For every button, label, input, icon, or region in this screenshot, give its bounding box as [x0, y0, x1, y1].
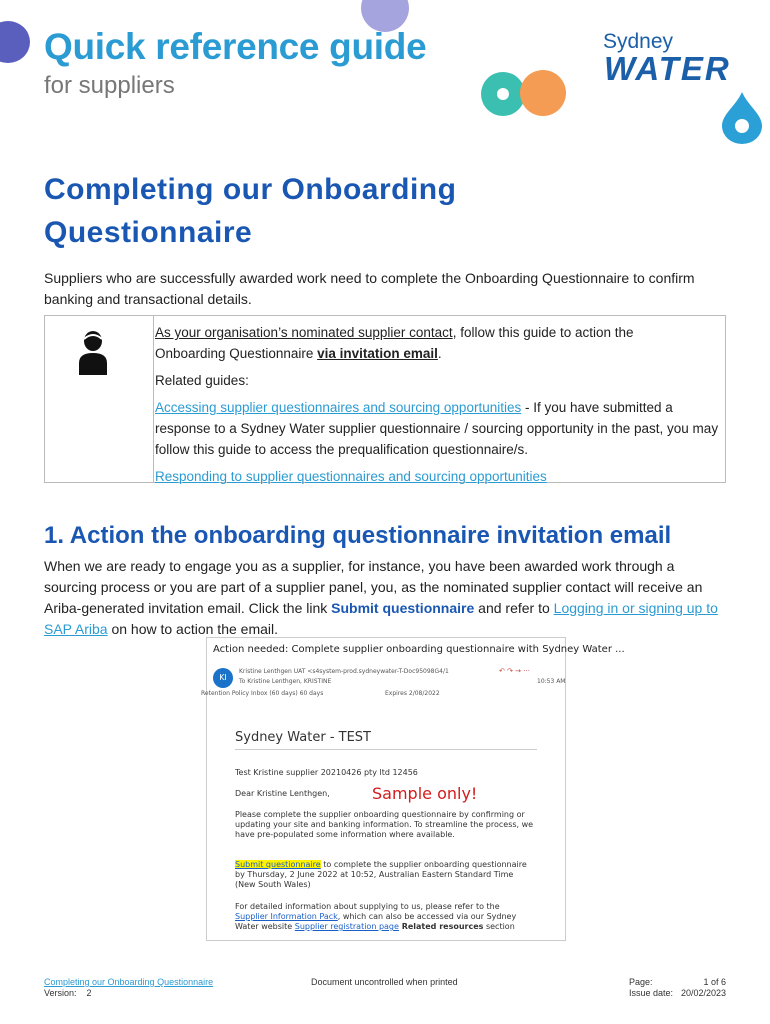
footer-left	[44, 977, 213, 999]
email-to: To Kristine Lenthgen, KRISTINE	[239, 678, 332, 685]
nominated-contact-text: As your organisation’s nominated supplier contact	[155, 325, 453, 340]
intro-paragraph: Suppliers who are successfully awarded work need to complete the Onboarding Questionnaire to confirm banking and transactional details.	[44, 270, 695, 307]
page-title: Quick reference guide	[44, 26, 427, 67]
info-box-divider	[153, 316, 154, 482]
email-retention: Retention Policy Inbox (60 days) 60 days	[201, 690, 324, 697]
related-guide-2	[155, 466, 719, 487]
footer-doc-link[interactable]: Completing our Onboarding Questionnaire	[44, 977, 214, 987]
email-para-2: Submit questionnaire to complete the supplier onboarding questionnaire by Thursday, 2 June 2022 at 10:52, Australian Eastern Standard Time (New South Wales)	[235, 860, 527, 889]
supplier-information-pack-link[interactable]: Supplier Information Pack	[235, 912, 338, 921]
main-heading-line2: Questionnaire	[44, 216, 253, 249]
main-heading-line1: Completing our Onboarding	[44, 173, 457, 206]
link-logging-in-sap-ariba[interactable]: Logging in or signing up to SAP Ariba	[44, 600, 718, 637]
related-guide-1: Accessing supplier questionnaires and sourcing opportunities - If you have submitted a response to a Sydney Water supplier questionnaire / sourcing opportunity in the past, you may follow this guide to access the prequalification questionnaire/s.	[155, 400, 719, 457]
link-accessing-questionnaires[interactable]: Accessing supplier questionnaires and sourcing opportunities	[155, 400, 522, 415]
submit-questionnaire-bold: Submit questionnaire	[331, 600, 475, 616]
footer-version: Version: 2	[44, 988, 92, 998]
email-screenshot	[201, 637, 625, 941]
email-from: Kristine Lenthgen UAT <s4system-prod.sydneywater-T-Doc95098G4/1	[239, 668, 449, 675]
decor-circle-purple	[0, 21, 30, 63]
avatar: KI	[213, 668, 233, 688]
footer-right	[629, 977, 726, 999]
section-1-paragraph: When we are ready to engage you as a supplier, for instance, you have been awarded work through a sourcing process or you are part of a supplier panel, you, as the nominated supplier contact will receive an Ariba-generated invitation email. Click the link Submit questionnaire and refer to Logging in or signing up to SAP Ariba on how to action the email.	[44, 558, 718, 637]
supplier-registration-page-link[interactable]: Supplier registration page	[294, 922, 399, 931]
person-icon	[77, 329, 109, 375]
link-responding-questionnaires[interactable]: Responding to supplier questionnaires and sourcing opportunities	[155, 469, 547, 484]
footer-issue-date: Issue date: 20/02/2023	[629, 988, 726, 998]
decor-circle-orange	[520, 70, 566, 116]
email-para-3: For detailed information about supplying to us, please refer to the Supplier Information Pack, which can also be accessed via our Sydney Water website Supplier registration page Related resources section	[235, 902, 517, 931]
info-box-intro: As your organisation’s nominated supplier contact, follow this guide to action the Onboarding Questionnaire via invitation email.	[155, 325, 634, 361]
main-heading	[44, 168, 644, 254]
email-greeting: Dear Kristine Lenthgen,	[235, 789, 330, 798]
footer-center: Document uncontrolled when printed	[311, 977, 458, 987]
page-subtitle: for suppliers	[44, 72, 175, 99]
section-1-heading: 1. Action the onboarding questionnaire invitation email	[44, 522, 672, 549]
logo-text-water: WATER	[604, 50, 731, 87]
sample-only-label: Sample only!	[372, 784, 478, 803]
email-time: 10:53 AM	[537, 678, 566, 685]
reply-icon[interactable]: ↶ ↷ → ···	[499, 667, 530, 675]
email-expires: Expires 2/08/2022	[385, 690, 440, 697]
email-supplier-line: Test Kristine supplier 20210426 pty ltd 12456	[235, 768, 418, 777]
email-title: Sydney Water - TEST	[235, 730, 371, 745]
submit-questionnaire-link[interactable]: Submit questionnaire	[235, 860, 321, 869]
decor-circle-teal-center	[497, 88, 509, 100]
email-rule	[235, 749, 537, 750]
info-box	[44, 315, 726, 483]
related-guides-label: Related guides:	[155, 373, 249, 388]
water-drop-icon	[718, 92, 766, 144]
email-subject: Action needed: Complete supplier onboarding questionnaire with Sydney Water ...	[213, 644, 625, 655]
via-invitation-email-text: via invitation email	[317, 346, 438, 361]
logo-text-sydney: Sydney	[603, 30, 674, 53]
footer-page: Page: 1 of 6	[629, 977, 726, 987]
email-para-1: Please complete the supplier onboarding questionnaire by confirming or updating your site and banking information. To streamline the process, we have pre-populated some information where available.	[235, 810, 534, 839]
info-box-content	[155, 322, 719, 493]
